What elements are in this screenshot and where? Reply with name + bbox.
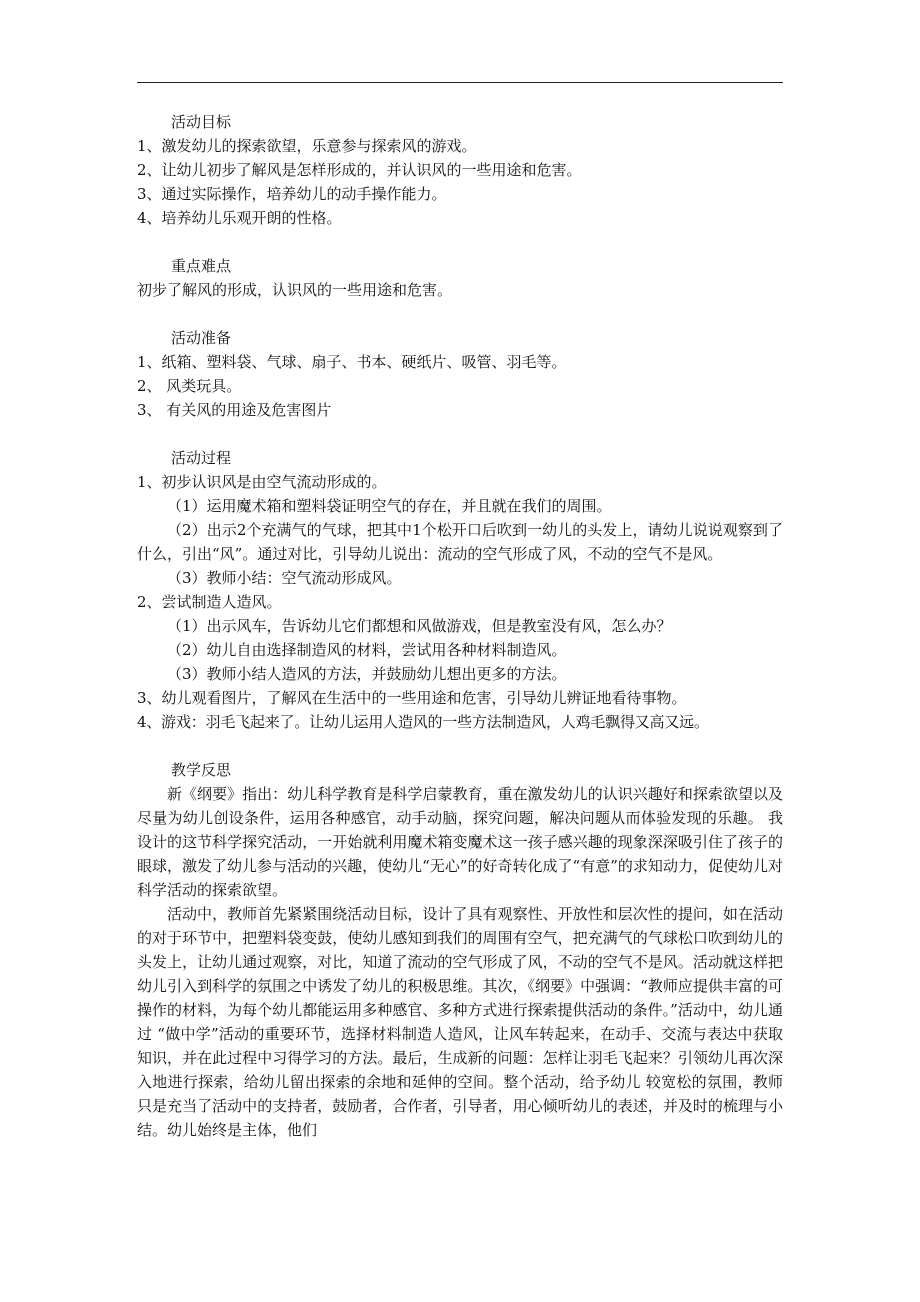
section-reflection xyxy=(137,758,783,1142)
preparation-item: 2、 风类玩具。 xyxy=(137,377,242,395)
preparation-item: 1、纸箱、塑料袋、气球、扇子、书本、硬纸片、吸管、羽毛等。 xyxy=(137,353,567,371)
section-preparation xyxy=(137,326,783,422)
goal-item: 3、通过实际操作，培养幼儿的动手操作能力。 xyxy=(137,185,447,203)
process-substep: （2）幼儿自由选择制造风的材料，尝试用各种材料制造风。 xyxy=(167,641,567,659)
process-step: 3、幼儿观看图片，了解风在生活中的一些用途和危害，引导幼儿辨证地看待事物。 xyxy=(137,689,687,707)
reflection-paragraph: 新《纲要》指出：幼儿科学教育是科学启蒙教育，重在激发幼儿的认识兴趣好和探索欲望以及尽量为幼儿创设条件，运用各种感官，动手动脑，探究问题，解决问题从而体验发现的乐趣。 我设计的这节科学探究活动，一开始就利用魔术箱变魔术这一孩子感兴趣的现象深深吸引住了孩子的眼球，激发了幼儿参与活动的兴趣，使幼儿“无心”的好奇转化成了“有意”的求知动力，促使幼儿对科学活动的探索欲望。 xyxy=(137,785,783,899)
process-substep: （2）出示2个充满气的气球，把其中1个松开口后吹到一幼儿的头发上，请幼儿说说观察到了什么，引出“风”。通过对比，引导幼儿说出：流动的空气形成了风，不动的空气不是风。 xyxy=(137,521,783,563)
section-heading: 教学反思 xyxy=(171,761,232,779)
process-substep: （3）教师小结：空气流动形成风。 xyxy=(167,569,402,587)
reflection-paragraph: 活动中，教师首先紧紧围绕活动目标，设计了具有观察性、开放性和层次性的提问，如在活动的对于环节中，把塑料袋变鼓，使幼儿感知到我们的周围有空气，把充满气的气球松口吹到幼儿的头发上，让幼儿通过观察，对比，知道了流动的空气形成了风，不动的空气不是风。活动就这样把幼儿引入到科学的氛围之中诱发了幼儿的积极思维。其次，《纲要》中强调：“教师应提供丰富的可操作的材料，为每个幼儿都能运用多种感官、多种方式进行探索提供活动的条件。”活动中，幼儿通过 “做中学”活动的重要环节，选择材料制造人造风，让风车转起来，在动手、交流与表达中获取知识，并在此过程中习得学习的方法。最后，生成新的问题：怎样让羽毛飞起来？引领幼儿再次深入地进行探索，给幼儿留出探索的余地和延伸的空间。整个活动，给予幼儿 较宽松的氛围，教师只是充当了活动中的支持者，鼓励者，合作者，引导者，用心倾听幼儿的表述，并及时的梳理与小结。幼儿始终是主体，他们 xyxy=(137,905,783,1139)
section-heading: 重点难点 xyxy=(171,257,232,275)
section-process xyxy=(137,446,783,734)
section-heading: 活动准备 xyxy=(171,329,232,347)
process-step: 1、初步认识风是由空气流动形成的。 xyxy=(137,473,387,491)
process-substep: （1）出示风车，告诉幼儿它们都想和风做游戏，但是教室没有风，怎么办？ xyxy=(167,617,672,635)
process-substep: （3）教师小结人造风的方法，并鼓励幼儿想出更多的方法。 xyxy=(167,665,567,683)
section-key-points xyxy=(137,254,783,302)
section-heading: 活动目标 xyxy=(171,113,232,131)
process-step: 4、游戏：羽毛飞起来了。让幼儿运用人造风的一些方法制造风，人鸡毛飘得又高又远。 xyxy=(137,713,709,731)
section-goals xyxy=(137,110,783,230)
section-heading: 活动过程 xyxy=(171,449,232,467)
goal-item: 1、激发幼儿的探索欲望，乐意参与探索风的游戏。 xyxy=(137,137,477,155)
preparation-item: 3、 有关风的用途及危害图片 xyxy=(137,401,332,419)
document-body xyxy=(137,110,783,1142)
goal-item: 2、让幼儿初步了解风是怎样形成的，并认识风的一些用途和危害。 xyxy=(137,161,582,179)
key-point-text: 初步了解风的形成，认识风的一些用途和危害。 xyxy=(137,281,453,299)
header-rule xyxy=(137,82,783,83)
process-step: 2、尝试制造人造风。 xyxy=(137,593,282,611)
process-substep: （1）运用魔术箱和塑料袋证明空气的存在，并且就在我们的周围。 xyxy=(167,497,612,515)
goal-item: 4、培养幼儿乐观开朗的性格。 xyxy=(137,209,342,227)
